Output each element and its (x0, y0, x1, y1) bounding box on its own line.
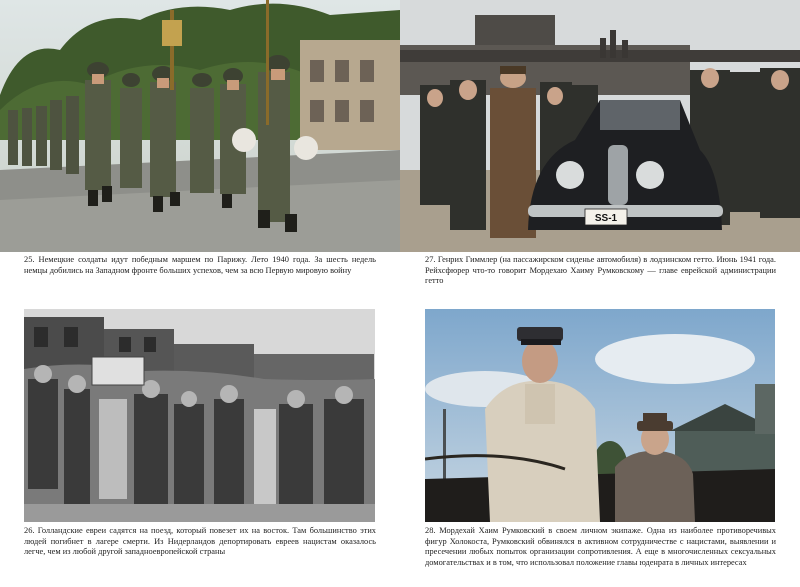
caption-text: 26. Голландские евреи садятся на поезд, который повезет их на восток. Там большинство этих людей погибнет в лагере смерти. Из Нидерландов депортировать евреев нацистам оказалось легче, чем из любой другой западноевропейской страны (24, 526, 376, 557)
caption-27 (425, 255, 776, 287)
marching-soldiers-image (0, 0, 400, 252)
caption-text: 27. Генрих Гиммлер (на пассажирском сиденье автомобиля) в лодзинском гетто. Июнь 1941 года. Рейхсфюрер что-то говорит Мордехаю Хаиму Румковскому — главе еврейской администрации гетто (425, 255, 776, 286)
officers-car-image (400, 0, 800, 252)
caption-28 (425, 526, 776, 568)
photo-marching-soldiers (0, 0, 400, 252)
train-deportation-image (24, 309, 375, 522)
caption-26 (24, 526, 376, 558)
carriage-portrait-image (425, 309, 775, 522)
photo-train-deportation (24, 309, 375, 522)
caption-25 (24, 255, 376, 276)
photo-carriage-portrait (425, 309, 775, 522)
caption-text: 28. Мордехай Хаим Румковский в своем личном экипаже. Одна из наиболее противоречивых фигур Холокоста, Румковский обвинялся в активном сотрудничестве с нацистами, выявлении и пресечении любых попыток организации сопротивления. А еще в многочисленных сексуальных домогательствах и в том, что использовал положение главы юденрата в личных интересах (425, 526, 776, 567)
caption-text: 25. Немецкие солдаты идут победным маршем по Парижу. Лето 1940 года. За шесть недель немцы добились на Западном фронте больших успехов, чем за всю Первую мировую войну (24, 255, 376, 275)
license-plate-text: SS-1 (594, 213, 618, 224)
photo-officers-car (400, 0, 800, 252)
